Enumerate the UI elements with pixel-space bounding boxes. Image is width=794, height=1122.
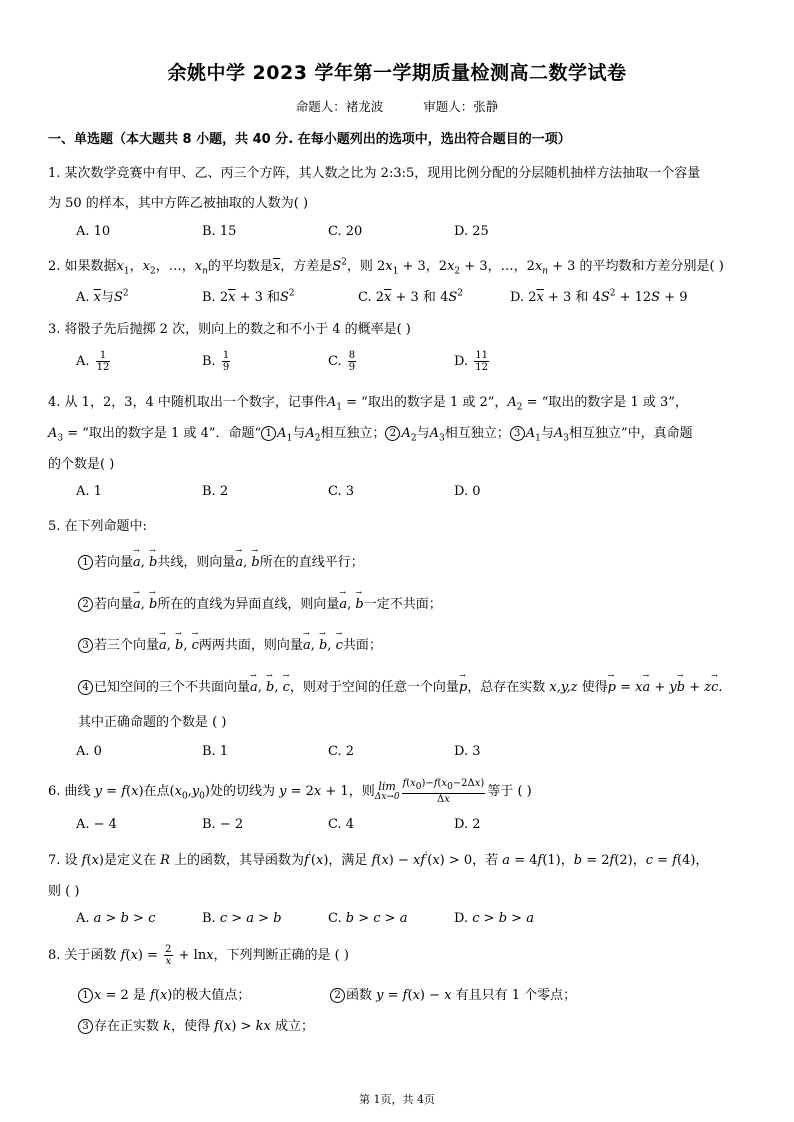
q1-option-b: B. 15 [202, 224, 237, 239]
q2-option-c: C. $2\overline{x} + 3$ 和 $4S^2$ [358, 288, 463, 305]
exam-title: 余姚中学 2023 学年第一学期质量检测高二数学试卷 [167, 62, 627, 84]
q1-stem-line1: 1. 某次数学竞赛中有甲、乙、丙三个方阵，其人数之比为 2:3:5，现用比例分配的分层随机抽样方法抽取一个容量 [48, 166, 701, 181]
question-setter: 命题人：褚龙波 [295, 99, 384, 114]
q7-option-c: C. b > c > a [328, 911, 408, 926]
q3-option-a: A. $\frac{1}{12}$ [76, 350, 110, 373]
q5-proposition-4: 4 已知空间的三个不共面向量→ a, → b, → c，则对于空间的任意一个向量→ p，总存在实数 x,y,z 使得→ p = x→ a + y→ b + z→ c. [78, 676, 723, 695]
q6-option-b: B. − 2 [202, 817, 244, 832]
q5-proposition-1: 1 若向量→ a, → b共线，则向量→ a, → b所在的直线平行； [78, 551, 364, 570]
page-footer: 第 1页，共 4页 [359, 1093, 435, 1106]
section-heading: 一、单选题（本大题共 8 小题，共 40 分. 在每小题列出的选项中，选出符合题目的一项） [48, 132, 571, 147]
q7-stem-line2: 则 ( ) [48, 884, 80, 899]
q7-option-d: D. c > b > a [454, 911, 534, 926]
q3-option-d: D. $\frac{11}{12}$ [454, 350, 488, 373]
q7-option-a: A. a > b > c [76, 911, 156, 926]
q3-option-b: B. $\frac{1}{9}$ [202, 350, 230, 373]
q3-stem: 3. 将骰子先后抛掷 2 次，则向上的数之和不小于 4 的概率是( ) [48, 322, 411, 337]
q5-proposition-2: 2 若向量→ a, → b所在的直线为异面直线，则向量→ a, → b一定不共面； [78, 593, 442, 612]
q6-option-a: A. − 4 [76, 817, 117, 832]
q5-option-b: B. 1 [202, 744, 229, 759]
q5-proposition-3: 3 若三个向量→ a, → b, → c两两共面，则向量→ a, → b, → c共面； [78, 634, 382, 653]
q3-option-c: C. $\frac{8}{9}$ [328, 350, 356, 373]
q4-stem-line3: 的个数是( ) [48, 457, 115, 472]
q1-option-c: C. 20 [328, 224, 363, 239]
q2-option-d: D. $2\overline{x} + 3$ 和 $4S^2 + 12S + 9$ [510, 288, 688, 305]
q5-option-c: C. 2 [328, 744, 355, 759]
q7-stem-line1: 7. 设 f(x)是定义在 R 上的函数，其导函数为f′(x)，满足 f(x) − xf′(x) > 0，若 a = 4f(1)，b = 2f(2)，c = f(4)， [48, 851, 709, 868]
q8-proposition-3: 3 存在正实数 k，使得 f(x) > kx 成立； [78, 1015, 314, 1034]
q2-stem: 2. 如果数据$x_1$，$x_2$，…，$x_n$的平均数是$\overline{x}$，方差是$S^2$，则 $2x_1 + 3$，$2x_2 + 3$，…，$2x_n + 3$ 的平均数和方差分别是( ) [48, 257, 724, 277]
q6-option-c: C. 4 [328, 817, 355, 832]
q8-stem: 8. 关于函数 f(x) = $\frac{2}{x}$ + lnx，下列判断正确的是 ( ) [48, 944, 349, 967]
q2-option-a: A. $\overline{x}$与$S^2$ [76, 288, 129, 305]
q5-option-a: A. 0 [76, 744, 102, 759]
q5-question: 其中正确命题的个数是 ( ) [78, 715, 227, 730]
q8-proposition-1: 1 x = 2 是 f(x)的极大值点； [78, 984, 250, 1003]
q1-option-d: D. 25 [454, 224, 489, 239]
q6-stem: 6. 曲线 y = f(x)在点$(x_0,y_0)$处的切线为 y = 2x + 1，则 lim Δx→0 $\frac{f(x_0)-f(x_0-2\Delta x)}{\Delta x}$ 等于 ( ) [48, 778, 532, 805]
q4-option-c: C. 3 [328, 484, 355, 499]
q4-option-a: A. 1 [76, 484, 102, 499]
question-reviewer: 审题人：张静 [423, 99, 499, 114]
q1-option-a: A. 10 [76, 224, 111, 239]
q5-option-d: D. 3 [454, 744, 481, 759]
q7-option-b: B. c > a > b [202, 911, 282, 926]
q4-stem-line1: 4. 从 1，2，3，4 中随机取出一个数字，记事件$A_1$ = “取出的数字是 1 或 2”，$A_2$ = “取出的数字是 1 或 3”， [48, 395, 688, 413]
q4-stem-line2: $A_3$ = “取出的数字是 1 或 4”．命题“ 1 $A_1$与$A_2$相互独立； 2 $A_2$与$A_3$相互独立； 3 $A_1$与$A_3$相互独立”中，真命题 [48, 426, 693, 444]
q2-option-b: B. $2\overline{x} + 3$ 和$S^2$ [202, 288, 295, 305]
authors-line [0, 97, 794, 115]
q8-proposition-2: 2 函数 y = f(x) − x 有且只有 1 个零点； [330, 984, 576, 1003]
q1-stem-line2: 为 50 的样本，其中方阵乙被抽取的人数为( ) [48, 196, 309, 211]
q4-option-d: D. 0 [454, 484, 481, 499]
q4-option-b: B. 2 [202, 484, 229, 499]
q5-stem: 5. 在下列命题中: [48, 519, 147, 534]
q6-option-d: D. 2 [454, 817, 481, 832]
